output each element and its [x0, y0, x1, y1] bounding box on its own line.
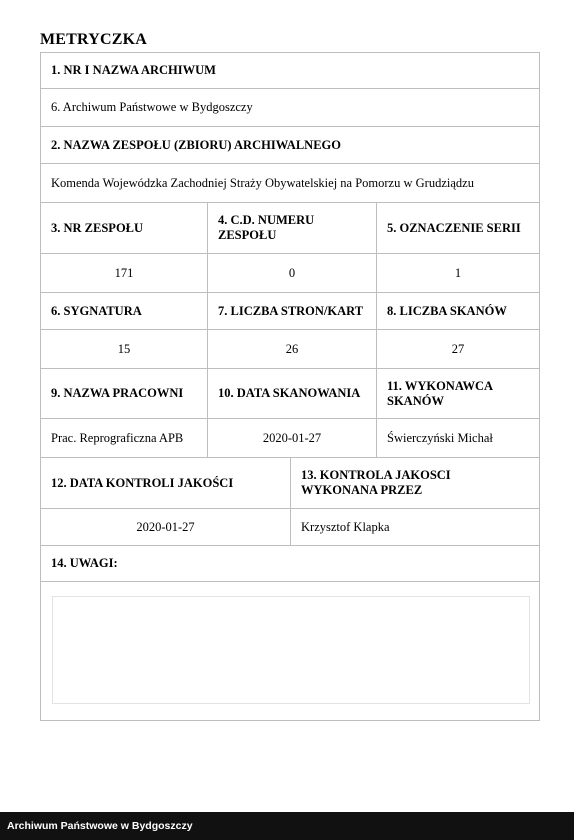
notes-label-row	[40, 546, 540, 582]
qc-date-label: 12. DATA KONTROLI JAKOŚCI	[51, 475, 234, 490]
footer-archive-name: Archiwum Państwowe w Bydgoszczy	[7, 820, 193, 832]
collection-value-row	[40, 164, 540, 203]
series-value: 1	[376, 254, 539, 292]
workshop-label: 9. NAZWA PRACOWNI	[51, 386, 184, 400]
scan-date-label: 10. DATA SKANOWANIA	[207, 369, 376, 418]
row3-values	[40, 254, 540, 293]
row3-labels	[40, 203, 540, 254]
row6-values	[40, 509, 540, 546]
collection-label: 2. NAZWA ZESPOŁU (ZBIORU) ARCHIWALNEGO	[51, 137, 341, 152]
collection-number-label: 3. NR ZESPOŁU	[51, 220, 144, 235]
archive-label: 1. NR I NAZWA ARCHIWUM	[51, 63, 216, 77]
series-label: 5. OZNACZENIE SERII	[376, 203, 539, 253]
collection-number-suffix-label: 4. C.D. NUMERU ZESPOŁU	[207, 203, 376, 253]
row4-labels	[40, 293, 540, 330]
scan-count-value: 27	[376, 330, 539, 368]
signature-value: 15	[117, 341, 131, 356]
row4-values	[40, 330, 540, 369]
document-title: METRYCZKA	[40, 31, 148, 48]
archive-value: 6. Archiwum Państwowe w Bydgoszczy	[51, 100, 253, 114]
archive-value-row	[40, 89, 540, 127]
qc-by-label: 13. KONTROLA JAKOSCI WYKONANA PRZEZ	[290, 458, 539, 508]
signature-label: 6. SYGNATURA	[51, 303, 142, 318]
page-count-value: 26	[207, 330, 376, 368]
row6-labels	[40, 458, 540, 509]
collection-number-value: 171	[114, 265, 134, 280]
collection-label-row	[40, 127, 540, 164]
footer-bar	[0, 812, 574, 840]
collection-number-suffix-value: 0	[207, 254, 376, 292]
qc-by-value: Krzysztof Klapka	[290, 509, 539, 545]
scanned-by-label: 11. WYKONAWCA SKANÓW	[376, 369, 539, 418]
archive-label-row	[40, 52, 540, 89]
collection-value: Komenda Wojewódzka Zachodniej Straży Obywatelskiej na Pomorzu w Grudziądzu	[51, 175, 474, 190]
notes-box	[40, 582, 540, 721]
notes-textarea[interactable]	[52, 596, 530, 704]
row5-values	[40, 419, 540, 458]
qc-date-value: 2020-01-27	[136, 519, 195, 534]
workshop-value: Prac. Reprograficzna APB	[51, 430, 184, 445]
scan-date-value: 2020-01-27	[207, 419, 376, 457]
scanned-by-value: Świerczyński Michał	[376, 419, 539, 457]
scan-count-label: 8. LICZBA SKANÓW	[376, 293, 539, 329]
page-count-label: 7. LICZBA STRON/KART	[207, 293, 376, 329]
notes-label: 14. UWAGI:	[51, 556, 118, 570]
row5-labels	[40, 369, 540, 419]
